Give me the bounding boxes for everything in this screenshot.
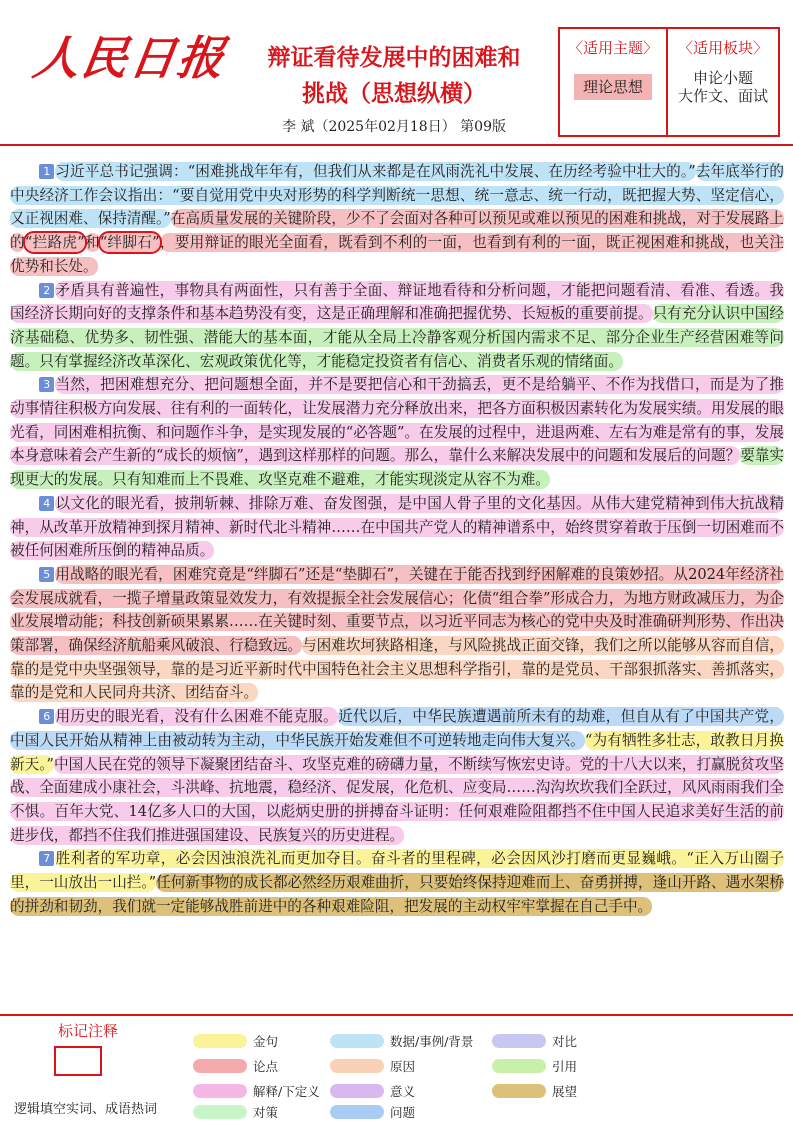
article-title-line1: 辩证看待发展中的困难和 <box>267 44 521 71</box>
paragraph <box>10 847 784 918</box>
section-value-line1: 申论小题 <box>692 69 753 87</box>
legend-item <box>193 1032 278 1050</box>
legend-label: 问题 <box>390 1105 416 1120</box>
paragraph <box>10 492 784 563</box>
highlight-segment: 胜利者的军功章，必会因浊浪洗礼而更加夺目。奋斗者的里程碑，必会因风沙打磨而更显巍峨。“正入万山圈子里，一山放出一山拦。” <box>10 850 784 892</box>
legend-label: 展望 <box>552 1084 578 1099</box>
legend-label: 对比 <box>552 1034 578 1049</box>
boxed-keyword: “拦路虎” <box>24 234 85 252</box>
legend-swatch <box>193 1084 247 1098</box>
legend-label: 意义 <box>390 1084 416 1099</box>
paragraph-number-badge: 1 <box>39 164 54 179</box>
highlight-segment: 只有充分认识中国经济基础稳、优势多、韧性强、潜能大的基本面，才能从全局上冷静客观分析国内需求不足、部分企业生产经营困难等问题。只有掌握经济改革深化、宏观政策优化等，才能稳定投资者有信心、消费者乐观的情绪面。 <box>10 305 784 370</box>
paragraph <box>10 373 784 492</box>
legend-item <box>330 1103 415 1121</box>
legend-item <box>492 1082 577 1100</box>
highlight-segment: 与困难坎坷狭路相逢，与风险挑战正面交锋，我们之所以能够从容而自信，靠的是党中央坚强领导，靠的是习近平新时代中国特色社会主义思想科学指引，靠的是党员、干部狠抓落实、善抓落实，靠的是党和人民同舟共济、团结奋斗。 <box>10 637 784 702</box>
highlight-segment: 任何新事物的成长都必然经历艰难曲折，只要始终保持迎难而上、奋勇拼搏，逢山开路、遇水架桥的拼劲和韧劲，我们就一定能够战胜前进中的各种艰难险阻，把发展的主动权牢牢掌握在自己手中。 <box>10 874 784 915</box>
newspaper-logo: 人民日报 <box>29 31 230 85</box>
highlight-segment: 在高质量发展的关键阶段，少不了会面对各种可以预见或难以预见的困难和挑战，对于发展路上的 <box>10 210 784 252</box>
paragraph-number-badge: 3 <box>39 377 54 392</box>
article-title-line2: 挑战（思想纵横） <box>302 80 486 107</box>
paragraph <box>10 705 784 847</box>
highlight-segment: 以文化的眼光看，披荆斩棘、排除万难、奋发图强，是中国人骨子里的文化基因。从伟大建党精神到伟大抗战精神，从改革开放精神到探月精神、新时代北斗精神……在中国共产党人的精神谱系中，始终贯穿着敢于压倒一切困难而不被任何困难所压倒的精神品质。 <box>10 494 784 560</box>
section-value-line2: 大作文、面试 <box>677 87 768 105</box>
legend-item <box>193 1103 278 1121</box>
highlight-segment: 用战略的眼光看，困难究竟是“绊脚石”还是“垫脚石”，关键在于能否找到纾困解难的良策妙招。从2024年经济社会发展成就看，一揽子增量政策显效发力，有效提振全社会发展信心；化债“组合拳”形成合力，为地方财政减压力，为企业发展增动能；科技创新硕果累累……在关键时刻、重要节点，以习近平同志为核心的党中央及时准确研判形势、作出决策部署，确保经济航船乘风破浪、行稳致远。 <box>10 565 784 655</box>
highlight-segment: 当然，把困难想充分、把问题想全面，并不是要把信心和干劲搞丢，更不是给躺平、不作为找借口，而是为了推动事情往积极方向发展、往有利的一面转化，让发展潜力充分释放出来，把各方面积极因素转化为发展实绩。用发展的眼光看，同困难相抗衡、和问题作斗争，是实现发展的“必答题”。在发展的过程中，进退两难、左右为难是常有的事，发展本身意味着会产生新的“成长的烦恼”，遇到这样那样的问题。那么，靠什么来解决发展中的问题和发展后的问题？ <box>10 376 784 465</box>
highlight-segment: 习近平总书记强调：“困难挑战年年有，但我们从来都是在风雨洗礼中发展、在历经考验中壮大的。” <box>55 163 696 180</box>
highlight-segment: 去年底举行的中央经济工作会议指出：“要自觉用党中央对形势的科学判断统一思想、统一意志、统一行动，既把握大势、坚定信心，又正视困难、保持清醒。” <box>10 163 784 228</box>
highlight-segment: 要靠实现更大的发展。只有知难而上不畏难、攻坚克难不避难，才能实现淡定从容不为难。 <box>10 447 784 489</box>
paragraph <box>10 160 784 279</box>
legend-swatch <box>193 1034 247 1048</box>
legend-item <box>492 1032 577 1050</box>
article-body <box>10 160 784 919</box>
paragraph <box>10 563 784 705</box>
highlight-segment: 近代以后，中华民族遭遇前所未有的劫难，但自从有了中国共产党，中国人民开始从精神上由被动转为主动，中华民族开始发难但不可逆转地走向伟大复兴。 <box>10 708 784 749</box>
legend-swatch <box>330 1059 384 1073</box>
legend-label: 数据/事例/背景 <box>390 1034 474 1049</box>
legend-label: 原因 <box>390 1059 416 1074</box>
legend-item <box>330 1057 415 1075</box>
boxed-keyword: “绊脚石” <box>99 234 160 252</box>
paragraph-number-badge: 5 <box>39 567 54 582</box>
legend-swatch <box>492 1059 546 1073</box>
article-byline: 李 斌（2025年02月18日） 第09版 <box>282 119 506 135</box>
section-value <box>668 69 778 105</box>
legend-item <box>330 1032 473 1050</box>
highlight-segment: “为有牺牲多壮志，敢教日月换新天。” <box>10 731 784 773</box>
footer-divider <box>0 1014 793 1016</box>
legend-swatch <box>492 1084 546 1098</box>
legend-item <box>330 1082 415 1100</box>
legend-label: 引用 <box>552 1059 578 1074</box>
tag-box <box>558 27 780 137</box>
highlight-segment: ，要用辩证的眼光全面看，既看到不利的一面，也看到有利的一面，既正视困难和挑战，也关注优势和长处。 <box>10 234 784 275</box>
legend-label: 论点 <box>253 1059 279 1074</box>
legend-item <box>193 1057 278 1075</box>
paragraph-number-badge: 6 <box>39 709 54 724</box>
header-divider <box>0 144 793 146</box>
highlight-segment: 矛盾具有普遍性，事物具有两面性，只有善于全面、辩证地看待和分析问题，才能把问题看清、看准、看透。我国经济长期向好的支撑条件和基本趋势没有变，这是正确理解和准确把握优势、长短板的重要前提。 <box>10 281 784 323</box>
paragraph-number-badge: 2 <box>39 283 54 298</box>
topic-label: 〈适用主题〉 <box>567 39 658 57</box>
article-title <box>236 40 552 112</box>
highlight-segment: 和 <box>84 234 100 252</box>
legend-note: 逻辑填空实词、成语热词 <box>14 1102 158 1117</box>
legend-swatch <box>330 1034 384 1048</box>
legend-label: 金句 <box>253 1034 279 1049</box>
legend-box-swatch <box>54 1046 102 1076</box>
paragraph-number-badge: 7 <box>39 851 54 866</box>
highlight-segment: 用历史的眼光看，没有什么困难不能克服。 <box>55 708 339 726</box>
legend-label: 对策 <box>253 1105 279 1120</box>
legend-swatch <box>193 1105 247 1119</box>
legend-item <box>193 1082 320 1100</box>
article-header <box>0 0 793 145</box>
legend-label: 解释/下定义 <box>253 1084 320 1099</box>
legend-swatch <box>492 1034 546 1048</box>
paragraph-number-badge: 4 <box>39 496 54 511</box>
highlight-segment: 中国人民在党的领导下凝聚团结奋斗、攻坚克难的磅礴力量，不断续写恢宏史诗。党的十八大以来，打赢脱贫攻坚战、全面建成小康社会，斗洪峰、抗地震，稳经济、促发展，化危机、应变局……沟沟坎坎我们全跃过，风风雨雨我们全不惧。百年大党、14亿多人口的大国，以彪炳史册的拼搏奋斗证明：任何艰难险阻都挡不住中国人民追求美好生活的前进步伐，都挡不住我们推进强国建设、民族复兴的历史进程。 <box>10 755 784 844</box>
legend-swatch <box>330 1105 384 1119</box>
paragraph <box>10 279 784 374</box>
topic-value: 理论思想 <box>574 74 652 100</box>
legend-swatch <box>330 1084 384 1098</box>
legend-title: 标记注释 <box>58 1022 119 1040</box>
legend-swatch <box>193 1059 247 1073</box>
legend-item <box>492 1057 577 1075</box>
section-label: 〈适用板块〉 <box>677 39 768 57</box>
